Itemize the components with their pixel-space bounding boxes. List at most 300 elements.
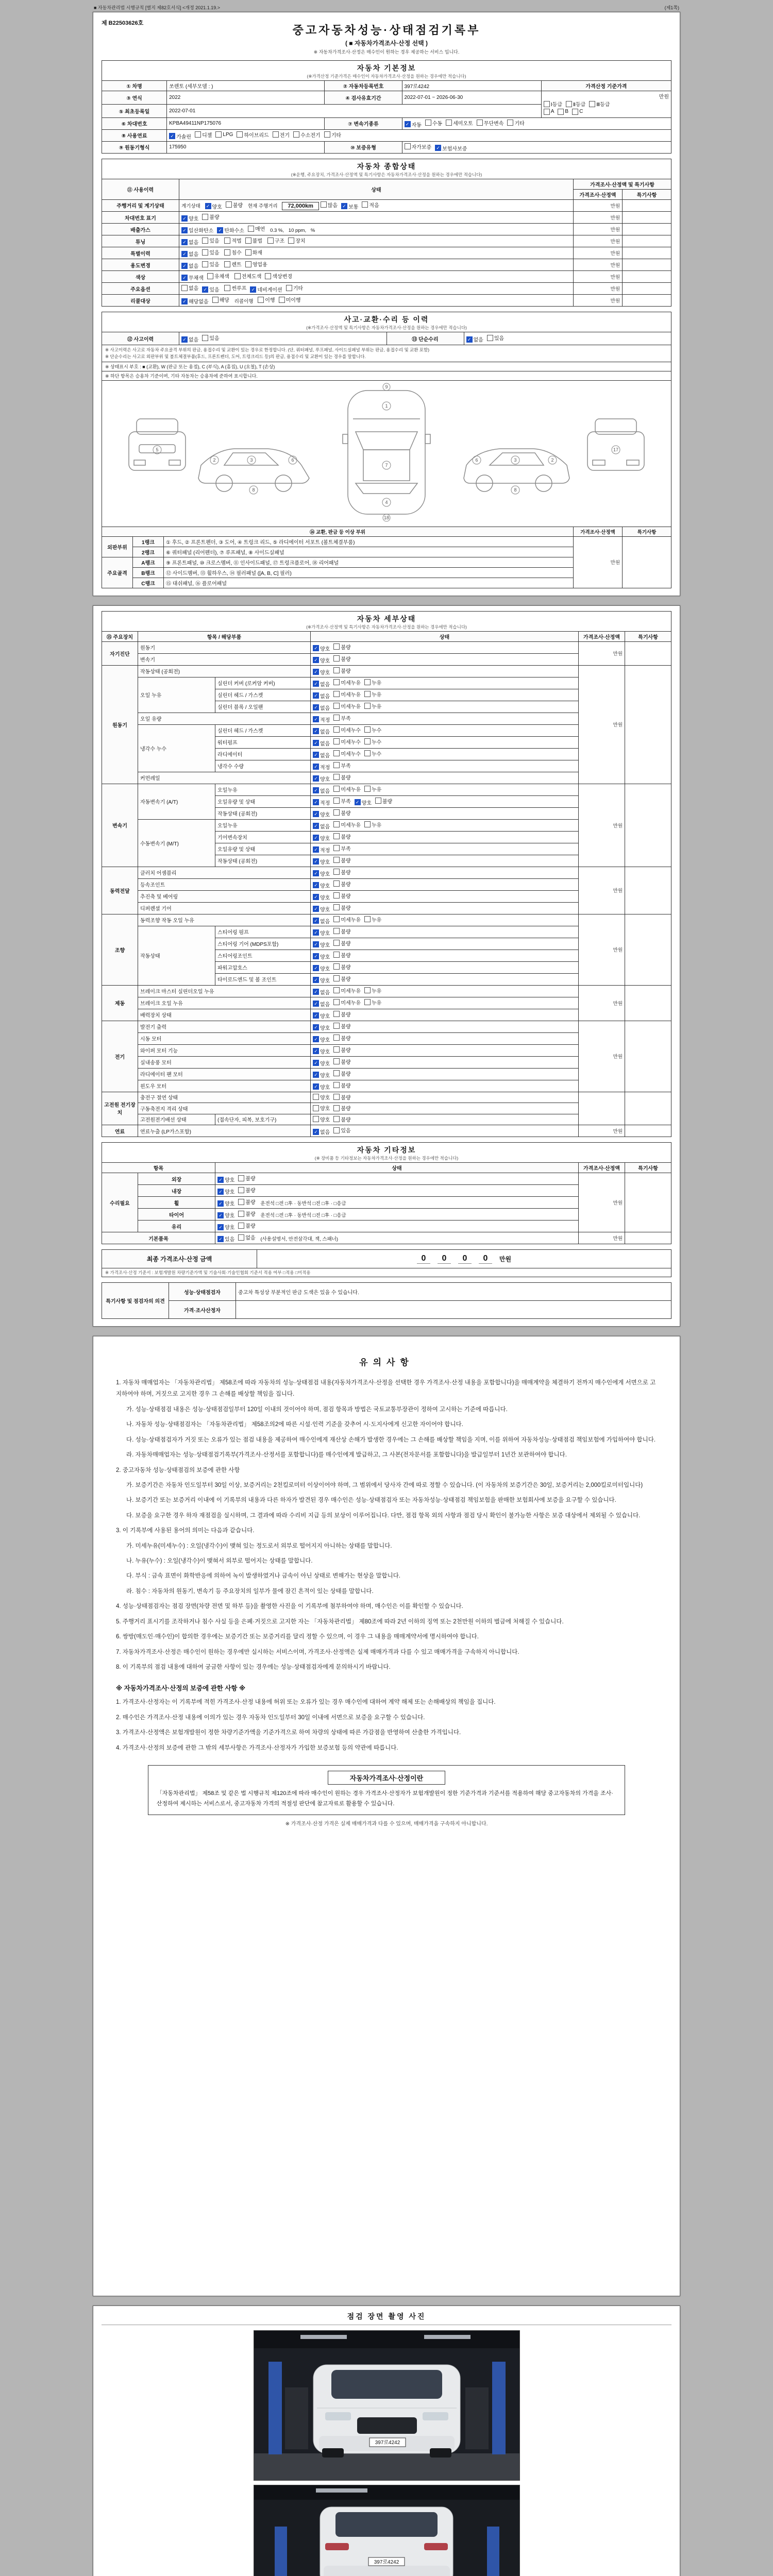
detail-row: 동력전달 클러치 어셈블리 ✓ 양호 불량 만원	[102, 867, 671, 878]
final-price-label: 최종 가격조사·산정 금액	[102, 1250, 257, 1268]
checkbox-mark	[226, 201, 232, 208]
checkbox-mark: ✓	[466, 336, 473, 343]
checkbox-mark	[333, 857, 340, 863]
checkbox-label: 없음	[189, 240, 199, 246]
checkbox-적음	[362, 201, 379, 209]
notice-paragraph: 4. 가격조사·산정의 보증에 관한 그 밖의 세부사항은 가격조사·산정자가 가입한 보증보험 등의 약관에 따릅니다.	[116, 1744, 398, 1751]
checkbox-mark	[333, 928, 340, 934]
checkbox-mark: ✓	[313, 681, 319, 687]
checkbox-label: 없음	[320, 705, 330, 711]
checkbox-mark: ✓	[313, 764, 319, 770]
state-text: 0.3 %,	[270, 227, 284, 233]
checkbox-label: 양호	[320, 836, 330, 842]
svg-text:9: 9	[385, 384, 388, 389]
checkbox-양호	[181, 214, 198, 222]
checkbox-mark: ✓	[313, 716, 319, 722]
checkbox-mark	[364, 738, 371, 744]
section-detail-note: (※가격조사·산정액 및 특기사항은 자동차가격조사·산정을 원하는 경우에만 적습니다)	[306, 624, 467, 630]
checkbox-mark	[333, 975, 340, 981]
checkbox-label: 불량	[341, 1095, 351, 1101]
checkbox-미이행	[279, 296, 301, 303]
checkbox-label: 누유	[371, 917, 382, 923]
checkbox-mark: ✓	[313, 870, 319, 876]
checkbox-label: 불량	[341, 1117, 351, 1123]
checkbox-label: 불량	[209, 215, 220, 221]
odometer-value: 72,000km	[282, 202, 319, 210]
checkbox-세미오토	[446, 119, 473, 127]
final-price-digit: 0	[458, 1254, 472, 1264]
checkbox-누유	[364, 998, 381, 1006]
checkbox-label: 적정	[320, 800, 330, 806]
checkbox-label: 적정	[320, 848, 330, 854]
checkbox-label: 전기	[279, 132, 290, 139]
checkbox-label: 부족	[341, 846, 351, 852]
vin-value: KPBA49411NP175076	[167, 117, 325, 129]
checkbox-불량	[333, 963, 350, 971]
car-name-label: ① 차명	[102, 81, 167, 91]
checkbox-mark	[333, 715, 340, 721]
checkbox-mark	[207, 273, 213, 279]
detail-row: 자기진단 원동기 ✓ 양호 불량 만원	[102, 641, 671, 653]
comp-head-note: 특기사항	[623, 189, 671, 199]
checkbox-미세누유	[333, 998, 361, 1006]
section-misc-header	[102, 1142, 671, 1162]
svg-text:1: 1	[385, 403, 388, 409]
checkbox-불량	[333, 939, 350, 947]
checkbox-label: 썬루프	[231, 286, 247, 292]
svg-text:2: 2	[551, 457, 554, 463]
checkbox-불량	[375, 797, 392, 805]
checkbox-label: 미세누수	[341, 727, 361, 734]
checkbox-양호	[313, 976, 330, 984]
vehicle-diagram-box	[102, 381, 671, 527]
checkbox-label: 기타	[331, 132, 342, 139]
notice-paragraph: 라. 자동차매매업자는 성능·상태점검기록부(가격조사·산정서를 포함합니다)를 매수인에게 발급하고, 그 사본(전자문서를 포함합니다)을 발급일부터 1년간 보관하여야 합니다.	[126, 1452, 567, 1459]
checkbox-label: 불량	[232, 202, 243, 209]
checkbox-label: 양호	[320, 812, 330, 818]
detail-head-state: 상태	[311, 631, 579, 641]
checkbox-label: 없음	[320, 788, 330, 794]
notice-paragraph: 나. 자동차 성능·상태점검자는 「자동차관리법」 제58조의2에 따른 시설·인력 기준을 갖추어 시·도지사에게 신고한 자이어야 합니다.	[126, 1421, 463, 1428]
fuel-checks	[167, 129, 671, 141]
checkbox-양호	[313, 953, 330, 960]
checkbox-mark	[333, 916, 340, 922]
checkbox-누수	[364, 726, 381, 734]
checkbox-label: 없음	[320, 729, 330, 735]
table-row	[102, 91, 671, 105]
checkbox-label: 부족	[341, 716, 351, 722]
detail-row: 시동 모터 ✓ 양호 불량	[102, 1032, 671, 1044]
checkbox-누유	[364, 690, 381, 698]
svg-text:8: 8	[514, 487, 517, 493]
checkbox-label: 미세누유	[341, 988, 361, 994]
checkbox-label: 해당없음	[189, 299, 209, 305]
checkbox-양호	[313, 775, 330, 783]
checkbox-B	[558, 109, 568, 115]
checkbox-mark: ✓	[205, 203, 211, 209]
checkbox-기타	[286, 284, 303, 292]
checkbox-mark	[245, 261, 251, 267]
detail-row: 변속기 ✓ 양호 불량	[102, 653, 671, 665]
checkbox-불량	[333, 1115, 350, 1123]
detail-row: 고전원전기배선 상태 (접속단자, 피복, 보호기구) 양호 불량	[102, 1114, 671, 1125]
checkbox-mark	[566, 101, 572, 107]
checkbox-mark	[333, 845, 340, 851]
checkbox-label: 불량	[341, 964, 351, 971]
checkbox-미세누유	[333, 821, 361, 828]
checkbox-label: 없음	[320, 824, 330, 830]
checkbox-mark	[375, 798, 381, 804]
checkbox-label: 불량	[341, 905, 351, 911]
checkbox-불량	[333, 1093, 350, 1101]
comp-row: 특별이력 ✓ 없음 있음 침수 화재 만원	[102, 247, 671, 259]
checkbox-label: 양호	[225, 1225, 235, 1231]
checkbox-label: 유채색	[214, 274, 229, 280]
checkbox-mark	[238, 1234, 244, 1241]
checkbox-불량	[333, 856, 350, 864]
checkbox-label: 없음	[189, 264, 199, 269]
checkbox-label: 양호	[320, 1025, 330, 1031]
form-reference	[93, 3, 680, 12]
sheet-notices	[93, 1336, 680, 2296]
section-basic-title: 자동차 기본정보	[357, 64, 416, 72]
checkbox-label: 있음	[209, 336, 220, 342]
checkbox-label: 누수	[371, 727, 382, 734]
checkbox-label: 불량	[341, 1024, 351, 1030]
checkbox-mark	[333, 1046, 340, 1053]
notice-paragraph: 6. 쌍방(매도인·매수인)이 합의한 경우에는 보증기간 또는 보증거리를 달리 정할 수 있으며, 이 경우 그 내용을 매매계약서에 명시하여야 합니다.	[116, 1634, 479, 1640]
notice-paragraph: 7. 자동차가격조사·산정은 매수인이 원하는 경우에만 실시하는 서비스이며, 가격조사·산정액은 실제 매매가격과 다를 수 있고 매매가격을 구속하지 아니합니다.	[116, 1649, 519, 1655]
checkbox-전기	[273, 131, 290, 139]
checkbox-미세누유	[333, 702, 361, 710]
page	[93, 0, 680, 2576]
checkbox-가솔린	[169, 132, 191, 140]
first-reg-value: 2022-07-01	[167, 104, 542, 117]
checkbox-mark: ✓	[341, 203, 347, 209]
rank-row: C랭크 ⑮ 대쉬패널, ⑯ 플로어패널	[102, 578, 671, 588]
form-ref-text: ■ 자동차관리법 시행규칙 [별지 제82호서식] <개정 2021.1.19.>	[94, 5, 220, 10]
checkbox-label: 불량	[341, 1036, 351, 1042]
checkbox-불량	[333, 809, 350, 817]
checkbox-mark: ✓	[217, 1189, 224, 1195]
checkbox-label: B	[565, 109, 569, 114]
checkbox-mark	[195, 131, 201, 138]
checkbox-label: 누유	[371, 988, 382, 994]
checkbox-mark: ✓	[313, 977, 319, 983]
table-row	[102, 117, 671, 129]
checkbox-없음	[313, 727, 330, 735]
checkbox-label: 수동	[432, 121, 443, 127]
detail-row: 배력장치 상태 ✓ 양호 불량	[102, 1009, 671, 1021]
checkbox-적법	[224, 236, 241, 244]
page-title: 중고자동차성능·상태점검기록부	[292, 24, 481, 37]
checkbox-mark	[405, 143, 411, 149]
checkbox-mark	[364, 821, 371, 827]
checkbox-mark	[364, 679, 371, 685]
checkbox-label: 양호	[320, 954, 330, 960]
notice-paragraph: 가. 보증기간은 자동차 인도일부터 30일 이상, 보증거리는 2천킬로미터 이상이어야 하며, 그 범위에서 당사자 간에 따로 정할 수 있습니다. (이 자동차의 보증기간은 30일, 보증거리는 2,000킬로미터입니다)	[126, 1482, 643, 1488]
detail-row: 등속조인트 ✓ 양호 불량	[102, 878, 671, 890]
checkbox-label: 있음	[209, 287, 220, 293]
checkbox-있음	[202, 260, 219, 268]
checkbox-많음	[321, 201, 338, 209]
misc-row: 내장 ✓ 양호 불량	[102, 1185, 671, 1197]
checkbox-label: Ⅲ등급	[596, 102, 610, 108]
checkbox-불량	[202, 213, 219, 221]
checkbox-mark	[324, 131, 330, 138]
checkbox-label: 불량	[341, 882, 351, 888]
checkbox-불량	[333, 975, 350, 982]
checkbox-label: 없음	[320, 753, 330, 759]
checkbox-mark	[288, 238, 294, 244]
svg-text:4: 4	[385, 499, 388, 505]
detail-row: 실린더 헤드 / 가스켓 ✓ 없음 미세누유 누유	[102, 689, 671, 701]
checkbox-있음	[202, 285, 219, 293]
checkbox-불량	[333, 833, 350, 840]
accident-history-table	[102, 332, 671, 345]
engine-label: ⑨ 원동기형식	[102, 141, 167, 153]
checkbox-mark: ✓	[217, 227, 223, 233]
checkbox-mark	[333, 726, 340, 733]
svg-text:6: 6	[475, 457, 478, 463]
checkbox-mark: ✓	[313, 704, 319, 710]
checkbox-label: 화재	[252, 250, 263, 256]
checkbox-label: 불량	[245, 1188, 256, 1194]
checkbox-양호	[313, 656, 330, 664]
checkbox-불량	[333, 1081, 350, 1089]
checkbox-mark	[238, 1199, 244, 1205]
detail-row: 라디에이터 팬 모터 ✓ 양호 불량	[102, 1068, 671, 1080]
checkbox-매연	[248, 225, 265, 232]
checkbox-label: 누유	[371, 680, 382, 686]
checkbox-양호	[217, 1199, 234, 1207]
notice-paragraph: 다. 부식 : 금속 표면이 화학반응에 의하여 녹이 발생하였거나 금속이 아닌 상태로 변해가는 현상을 말합니다.	[126, 1573, 400, 1580]
comp-row: 차대번호 표기 ✓ 양호 불량 만원	[102, 212, 671, 224]
checkbox-mark	[238, 1187, 244, 1193]
checkbox-mark: ✓	[313, 918, 319, 924]
checkbox-무채색	[181, 274, 204, 281]
misc-info-table	[102, 1162, 671, 1244]
checkbox-없음	[181, 238, 198, 246]
checkbox-label: 불량	[341, 1012, 351, 1018]
checkbox-양호	[313, 1083, 330, 1091]
checkbox-label: 적음	[369, 202, 379, 209]
checkbox-mark	[333, 904, 340, 910]
checkbox-label: 일산화탄소	[189, 228, 214, 234]
checkbox-mark	[238, 1175, 244, 1181]
checkbox-불량	[333, 1070, 350, 1077]
svg-text:3: 3	[514, 457, 517, 463]
opinion-table	[102, 1282, 671, 1319]
checkbox-mark: ✓	[313, 657, 319, 663]
checkbox-label: 자동	[411, 122, 422, 128]
page-subtitle: ( ■ 자동차가격조사·산정 선택 )	[345, 40, 428, 47]
final-price-digit: 0	[417, 1254, 430, 1264]
checkbox-label: 불량	[341, 1083, 351, 1089]
section-basic-header	[102, 60, 671, 80]
checkbox-mark: ✓	[217, 1177, 224, 1183]
photos-title: 점검 장면 촬영 사진	[102, 2311, 671, 2325]
checkbox-mark	[333, 762, 340, 768]
checkbox-mark: ✓	[313, 1060, 319, 1066]
detail-row: 윈도우 모터 ✓ 양호 불량	[102, 1080, 671, 1092]
checkbox-mark	[181, 285, 188, 291]
checkbox-mark	[224, 285, 230, 291]
detail-row: 전기 발전기 출력 ✓ 양호 불량 만원	[102, 1021, 671, 1032]
checkbox-해당	[212, 296, 229, 303]
checkbox-자동	[405, 121, 422, 128]
price-appraisal-box	[148, 1765, 626, 1815]
checkbox-디젤	[195, 131, 212, 139]
notice-paragraph: 4. 성능·상태점검자는 점검 장면(차량 전면 및 하부 등)을 촬영한 사진을 이 기록부에 첨부하여야 하며, 매수인은 이를 확인할 수 있습니다.	[116, 1603, 463, 1610]
checkbox-mark: ✓	[313, 728, 319, 734]
checkbox-label: 하이브리드	[244, 132, 269, 139]
rank-parts-table	[102, 527, 671, 588]
checkbox-mark: ✓	[313, 752, 319, 758]
fuel-label: ⑧ 사용연료	[102, 129, 167, 141]
checkbox-label: 누수	[371, 751, 382, 757]
checkbox-구조	[267, 236, 284, 244]
checkbox-label: 무채색	[189, 276, 204, 281]
checkbox-label: 불량	[341, 1059, 351, 1065]
detail-row: 스티어링 기어 (MDPS포함) ✓ 양호 불량	[102, 938, 671, 950]
svg-text:3: 3	[250, 457, 253, 463]
notice-paragraph: 8. 이 기록부의 점검 내용에 대하여 궁금한 사항이 있는 경우에는 성능·상태점검자에게 문의하시기 바랍니다.	[116, 1664, 391, 1671]
detail-row: 실내송풍 모터 ✓ 양호 불량	[102, 1056, 671, 1068]
checkbox-mark	[333, 833, 340, 839]
checkbox-없음	[313, 1128, 330, 1136]
checkbox-불량	[238, 1198, 255, 1206]
checkbox-Ⅰ등급	[544, 100, 562, 108]
svg-text:2: 2	[213, 457, 216, 463]
base-price-unit: 만원	[659, 94, 669, 100]
checkbox-미세누수	[333, 726, 361, 734]
checkbox-누유	[364, 702, 381, 710]
checkbox-label: 양호	[320, 1073, 330, 1079]
svg-text:5: 5	[156, 447, 159, 452]
checkbox-있음	[333, 1126, 350, 1134]
comp-row: 주행거리 및 계기상태 계기상태 ✓ 양호 불량 현재 주행거리 72,000km 많음 ✓ 보통 적음 만원	[102, 199, 671, 212]
checkbox-탄화수소	[217, 226, 244, 234]
detail-row: 냉각수 누수 실린더 헤드 / 가스켓 ✓ 없음 미세누수 누수	[102, 724, 671, 736]
checkbox-label: Ⅱ등급	[573, 102, 586, 108]
checkbox-mark: ✓	[313, 740, 319, 746]
checkbox-label: 없음	[320, 693, 330, 700]
detail-row: 변속기 자동변속기 (A/T) 오일누유 ✓ 없음 미세누유 누유 만원	[102, 784, 671, 795]
checkbox-label: 있음	[209, 250, 220, 256]
checkbox-양호	[313, 1093, 330, 1101]
checkbox-mark	[364, 999, 371, 1005]
checkbox-mark: ✓	[313, 858, 319, 865]
checkbox-양호	[313, 1104, 330, 1112]
checkbox-label: 불량	[341, 668, 351, 674]
checkbox-mark	[248, 226, 254, 232]
base-price-cell	[541, 91, 671, 118]
checkbox-label: 양호	[320, 1037, 330, 1043]
checkbox-썬루프	[224, 284, 246, 292]
checkbox-수동	[425, 119, 442, 127]
checkbox-mark	[333, 1127, 340, 1133]
checkbox-mark: ✓	[313, 669, 319, 675]
checkbox-mark: ✓	[181, 251, 188, 257]
notice-paragraph: 나. 보증기간 또는 보증거리 이내에 이 기록부의 내용과 다른 하자가 발견된 경우 매수인은 성능·상태점검자 또는 자동차성능·상태점검 책임보험을 판매한 보험회사에 보증을 요구할 수 있습니다.	[126, 1497, 616, 1504]
checkbox-불량	[333, 655, 350, 663]
checkbox-label: 양호	[320, 1049, 330, 1055]
detail-row: 오일유량 및 상태 ✓ 적정 부족 ✓ 양호 불량	[102, 795, 671, 807]
checkbox-mark: ✓	[313, 1036, 319, 1042]
checkbox-label: 양호	[361, 800, 372, 806]
checkbox-mark: ✓	[250, 286, 256, 293]
basic-info-table	[102, 80, 671, 154]
state-text: 리콜이행	[234, 298, 254, 304]
checkbox-label: 미이행	[285, 298, 301, 303]
checkbox-있음	[202, 248, 219, 256]
checkbox-label: 미세누유	[341, 787, 361, 793]
table-row	[102, 1283, 671, 1301]
checkbox-mark: ✓	[181, 336, 188, 343]
checkbox-mark	[333, 940, 340, 946]
comp-head-state: 상태	[179, 179, 574, 199]
grade-checks-2	[544, 109, 669, 116]
checkbox-양호	[205, 202, 222, 210]
checkbox-mark	[333, 1082, 340, 1088]
checkbox-label: 없음	[189, 286, 199, 292]
checkbox-누유	[364, 987, 381, 994]
detail-row: 기어변속장치 ✓ 양호 불량	[102, 831, 671, 843]
checkbox-label: 없음	[189, 252, 199, 258]
notices-section-heading: ※ 자동차가격조사·산정의 보증에 관한 사항 ※	[116, 1685, 246, 1692]
checkbox-mark	[237, 131, 243, 138]
checkbox-mark	[333, 786, 340, 792]
final-price-value	[257, 1250, 671, 1268]
checkbox-양호	[217, 1188, 234, 1195]
checkbox-label: 불량	[341, 929, 351, 935]
checkbox-label: 불량	[341, 645, 351, 651]
checkbox-label: 양호	[320, 859, 330, 866]
checkbox-label: 불량	[341, 775, 351, 781]
checkbox-mark	[279, 297, 285, 303]
car-name-value: 쏘렌토 (세부모델 : )	[167, 81, 325, 91]
detail-row: 디퍼렌셜 기어 ✓ 양호 불량	[102, 902, 671, 914]
checkbox-mark	[446, 120, 452, 126]
checkbox-양호	[313, 882, 330, 889]
detail-row: 조향 동력조향 작동 오일 누유 ✓ 없음 미세누유 누유 만원	[102, 914, 671, 926]
table-row	[102, 129, 671, 141]
section-detail-title: 자동차 세부상태	[357, 614, 416, 623]
checkbox-mark	[258, 297, 264, 303]
checkbox-양호	[313, 1012, 330, 1020]
notice-paragraph: 2. 중고자동차 성능·상태점검의 보증에 관한 사항	[116, 1467, 240, 1473]
checkbox-누유	[364, 679, 381, 686]
reg-no-label: ② 자동차등록번호	[325, 81, 402, 91]
checkbox-이행	[258, 296, 275, 303]
checkbox-mark: ✓	[313, 894, 319, 900]
checkbox-없음	[181, 335, 198, 343]
checkbox-label: 양호	[320, 1084, 330, 1091]
checkbox-mark: ✓	[313, 953, 319, 959]
notices-title: 유의사항	[359, 1358, 414, 1367]
checkbox-mark: ✓	[313, 846, 319, 853]
checkbox-mark	[333, 892, 340, 899]
checkbox-mark	[333, 667, 340, 673]
checkbox-label: 불량	[245, 1200, 256, 1206]
checkbox-mark	[202, 249, 208, 256]
checkbox-mark	[487, 335, 493, 341]
checkbox-label: 디젤	[202, 132, 212, 139]
checkbox-LPG	[215, 131, 233, 138]
checkbox-mark	[245, 238, 251, 244]
checkbox-mark: ✓	[313, 835, 319, 841]
